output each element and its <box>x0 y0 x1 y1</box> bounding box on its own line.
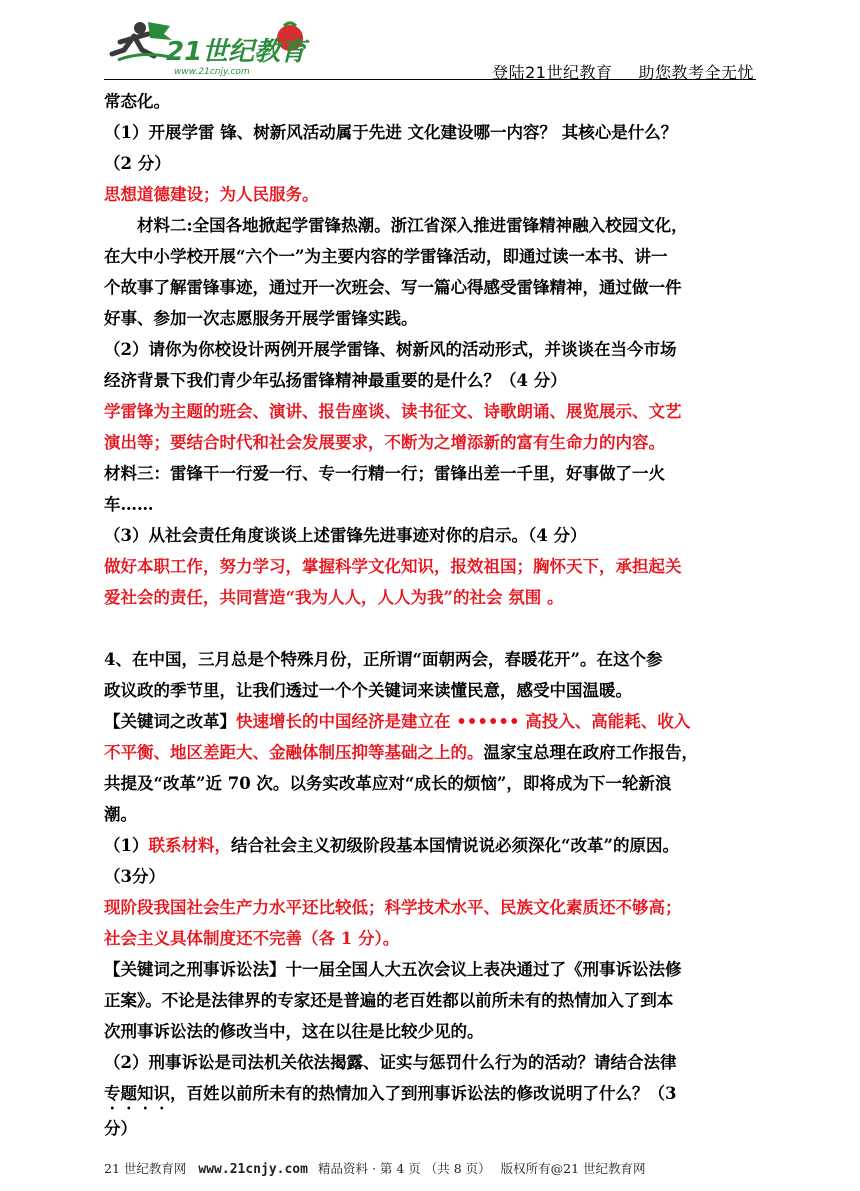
answer-2: 学雷锋为主题的班会、演讲、报告座谈、读书征文、诗歌朗诵、展览展示、文艺 <box>104 402 682 421</box>
spacer <box>104 613 760 644</box>
document-body <box>104 86 760 1144</box>
footer-copyright: 版权所有@21 世纪教育网 <box>500 1161 646 1176</box>
material-2: 材料二:全国各地掀起学雷锋热潮。浙江省深入推进雷锋精神融入校园文化， <box>137 216 688 235</box>
header-slogan-left: 登陆21世纪教育 <box>492 63 613 82</box>
keyword-reform-line <box>104 737 760 768</box>
keyword-criminal-law: 【关键词之刑事诉讼法】十一届全国人大五次会议上表决通过了《刑事诉讼法修 <box>104 960 682 979</box>
answer-4-1-line: 社会主义具体制度还不完善（各 1 分）。 <box>104 929 400 948</box>
section-4-line: 政议政的季节里，让我们透过一个个关键词来读懂民意，感受中国温暖。 <box>104 681 632 700</box>
question-2: （2）请你为你校设计两例开展学雷锋、树新风的活动形式，并谈谈在当今市场 <box>104 340 677 359</box>
logo-21cnjy <box>104 16 314 80</box>
question-4-1-score: （3分） <box>104 867 165 886</box>
footer-page-label: 精品资料 · 第 4 页 （共 8 页） <box>317 1161 491 1176</box>
keyword-reform-line: 共提及“改革”近 70 次。以务实改革应对“成长的烦恼”，即将成为下一轮新浪 <box>104 774 672 793</box>
emphasized-text: 专题知识 <box>104 1084 170 1103</box>
section-4: 4、在中国，三月总是个特殊月份，正所谓“面朝两会，春暖花开”。在这个参 <box>104 650 663 669</box>
material-2-line: 好事、参加一次志愿服务开展学雷锋实践。 <box>104 309 418 328</box>
question-1: （1）开展学雷 锋、树新风活动属于先进 文化建设哪一内容？ 其核心是什么？ <box>104 123 678 142</box>
answer-3: 做好本职工作，努力学习，掌握科学文化知识，报效祖国；胸怀天下，承担起关 <box>104 557 682 576</box>
question-1-score: （2 分） <box>104 154 171 173</box>
header-slogan-right: 助您教考全无忧 <box>638 63 754 82</box>
question-4-2-text: ，百姓以前所未有的热情加入了到刑事诉讼法的修改说明了什么？（3 <box>170 1084 677 1103</box>
keyword-reform <box>104 706 760 737</box>
question-4-2: （2）刑事诉讼是司法机关依法揭露、证实与惩罚什么行为的活动？请结合法律 <box>104 1053 677 1072</box>
material-3: 材料三：雷锋干一行爱一行、专一行精一行；雷锋出差一千里，好事做了一火 <box>104 464 665 483</box>
material-2-line: 个故事了解雷锋事迹，通过开一次班会、写一篇心得感受雷锋精神，通过做一件 <box>104 278 682 297</box>
header-divider <box>104 79 756 80</box>
keyword-criminal-law-line: 正案》。不论是法律界的专家还是普遍的老百姓都以前所未有的热情加入了到本 <box>104 991 674 1010</box>
question-4-2-score: 分） <box>104 1119 137 1138</box>
keyword-reform-label: 【关键词之改革】 <box>104 712 236 731</box>
keyword-criminal-law-line: 次刑事诉讼法的修改当中，这在以往是比较少见的。 <box>104 1022 484 1041</box>
question-4-1 <box>104 830 760 861</box>
footer-url[interactable]: www.21cnjy.com <box>198 1162 308 1177</box>
question-4-1-highlight: 联系材料， <box>148 836 231 855</box>
question-4-1-number: （1） <box>104 836 149 855</box>
keyword-reform-tail: 温家宝总理在政府工作报告， <box>483 743 698 762</box>
question-3: （3）从社会责任角度谈谈上述雷锋先进事迹对你的启示。（4 分） <box>104 526 587 545</box>
answer-1: 思想道德建设；为人民服务。 <box>104 185 319 204</box>
material-3-line: 车…… <box>104 495 154 514</box>
question-2-line: 经济背景下我们青少年弘扬雷锋精神最重要的是什么？（4 分） <box>104 371 567 390</box>
page-footer <box>104 1159 756 1177</box>
logo-text: 21世纪教育 <box>166 37 307 67</box>
answer-4-1: 现阶段我国社会生产力水平还比较低；科学技术水平、民族文化素质还不够高； <box>104 898 682 917</box>
keyword-reform-highlight-2: 不平衡、地区差距大、金融体制压抑等基础之上的。 <box>104 743 484 762</box>
keyword-reform-highlight: 快速增长的中国经济是建立在 •••••• 高投入、高能耗、收入 <box>236 712 691 731</box>
footer-site: 21 世纪教育网 <box>104 1161 187 1176</box>
material-2-line: 在大中小学校开展“六个一”为主要内容的学雷锋活动，即通过读一本书、讲一 <box>104 247 668 266</box>
answer-3-line: 爱社会的责任，共同营造“我为人人，人人为我”的社会 氛围 。 <box>104 588 564 607</box>
text-line: 常态化。 <box>104 92 170 111</box>
answer-2-line: 演出等；要结合时代和社会发展要求，不断为之增添新的富有生命力的内容。 <box>104 433 665 452</box>
question-4-2-line <box>104 1078 760 1113</box>
question-4-1-text: 结合社会主义初级阶段基本国情说说必须深化“改革”的原因。 <box>230 836 679 855</box>
page-header <box>104 16 756 82</box>
keyword-reform-line: 潮。 <box>104 805 137 824</box>
logo-url: www.21cnjy.com <box>174 67 250 77</box>
